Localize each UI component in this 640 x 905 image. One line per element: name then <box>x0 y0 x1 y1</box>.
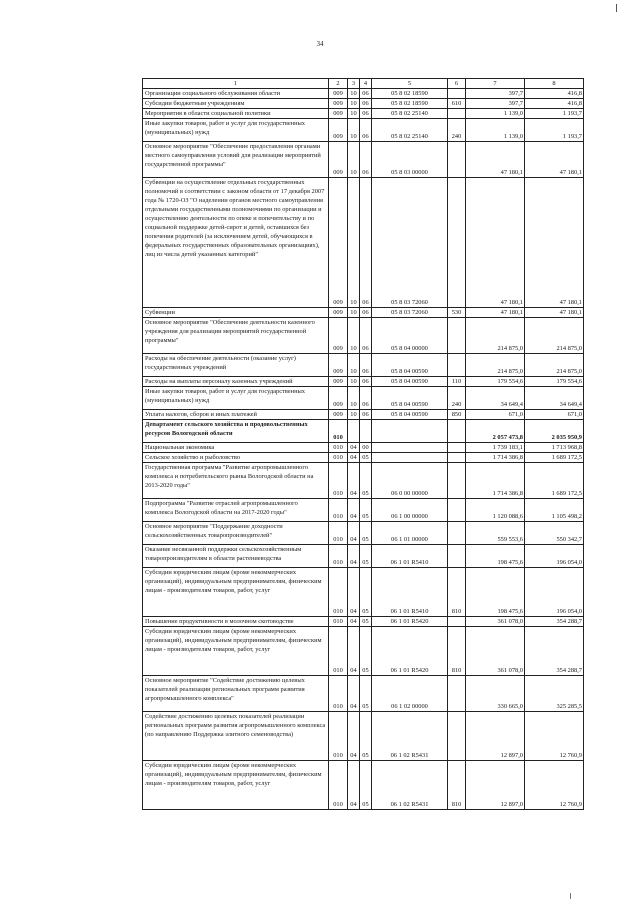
row-name-cell: Основное мероприятие "Обеспечение предоставления органами местного самоуправления условий для реализации мероприятий государственной программы" <box>143 142 329 178</box>
row-name-cell: Субсидии юридическим лицам (кроме некоммерческих организаций), индивидуальным предпринимателям, физическим лицам - производителям товаров, работ, услуг <box>143 761 329 810</box>
grbs-code-cell: 009 <box>329 354 348 377</box>
row-name-cell: Организации социального обслуживания области <box>143 89 329 99</box>
table-row <box>143 627 584 676</box>
target-article-cell: 05 8 04 00590 <box>372 354 448 377</box>
grbs-code-cell: 009 <box>329 142 348 178</box>
grbs-code-cell: 009 <box>329 410 348 420</box>
table-row <box>143 99 584 109</box>
table-row <box>143 420 584 443</box>
target-article-cell: 06 1 01 00000 <box>372 522 448 545</box>
expense-type-cell <box>448 712 466 761</box>
grbs-code-cell: 010 <box>329 627 348 676</box>
target-article-cell: 06 1 01 R5410 <box>372 545 448 568</box>
subsection-code-cell: 05 <box>360 499 372 522</box>
target-article-cell <box>372 420 448 443</box>
grbs-code-cell: 009 <box>329 178 348 308</box>
column-header: 3 <box>348 79 360 89</box>
table-row <box>143 377 584 387</box>
target-article-cell: 06 1 02 R5431 <box>372 712 448 761</box>
row-name-cell: Мероприятия в области социальной политики <box>143 109 329 119</box>
grbs-code-cell: 010 <box>329 676 348 712</box>
row-name-cell: Иные закупки товаров, работ и услуг для государственных (муниципальных) нужд <box>143 387 329 410</box>
subsection-code-cell: 05 <box>360 568 372 617</box>
section-code-cell: 04 <box>348 545 360 568</box>
row-name-cell: Повышение продуктивности в молочном скотоводстве <box>143 617 329 627</box>
amount-2018-cell: 397,7 <box>466 99 525 109</box>
grbs-code-cell: 010 <box>329 453 348 463</box>
expense-type-cell: 810 <box>448 761 466 810</box>
subsection-code-cell: 06 <box>360 89 372 99</box>
table-row <box>143 109 584 119</box>
row-name-cell: Основное мероприятие "Поддержание доходности сельскохозяйственных товаропроизводителей" <box>143 522 329 545</box>
table-header-row <box>143 79 584 89</box>
table-row <box>143 453 584 463</box>
amount-2019-cell: 214 875,0 <box>525 318 584 354</box>
target-article-cell: 05 8 02 25140 <box>372 109 448 119</box>
amount-2019-cell: 1 193,7 <box>525 109 584 119</box>
amount-2019-cell: 416,8 <box>525 89 584 99</box>
subsection-code-cell: 05 <box>360 453 372 463</box>
table-row <box>143 499 584 522</box>
subsection-code-cell: 06 <box>360 109 372 119</box>
expense-type-cell <box>448 420 466 443</box>
expense-type-cell <box>448 676 466 712</box>
amount-2019-cell: 34 649,4 <box>525 387 584 410</box>
table-row <box>143 318 584 354</box>
target-article-cell: 05 8 02 25140 <box>372 119 448 142</box>
grbs-code-cell: 009 <box>329 119 348 142</box>
table-row <box>143 463 584 499</box>
section-code-cell: 10 <box>348 89 360 99</box>
amount-2018-cell: 34 649,4 <box>466 387 525 410</box>
section-code-cell: 10 <box>348 354 360 377</box>
target-article-cell: 05 8 04 00590 <box>372 377 448 387</box>
section-code-cell: 04 <box>348 463 360 499</box>
expense-type-cell <box>448 499 466 522</box>
row-name-cell: Основное мероприятие "Обеспечение деятельности казенного учреждения для реализации мероприятий государственной программы" <box>143 318 329 354</box>
subsection-code-cell <box>360 420 372 443</box>
amount-2019-cell: 179 554,6 <box>525 377 584 387</box>
scan-edge-mark <box>570 893 571 899</box>
amount-2019-cell: 550 342,7 <box>525 522 584 545</box>
section-code-cell: 10 <box>348 99 360 109</box>
subsection-code-cell: 06 <box>360 387 372 410</box>
amount-2019-cell: 1 105 498,2 <box>525 499 584 522</box>
subsection-code-cell: 05 <box>360 676 372 712</box>
section-code-cell: 10 <box>348 410 360 420</box>
subsection-code-cell: 05 <box>360 617 372 627</box>
expense-type-cell <box>448 318 466 354</box>
amount-2019-cell: 1 689 172,5 <box>525 463 584 499</box>
grbs-code-cell: 010 <box>329 568 348 617</box>
section-code-cell: 04 <box>348 712 360 761</box>
amount-2018-cell: 559 553,6 <box>466 522 525 545</box>
section-code-cell <box>348 420 360 443</box>
row-name-cell: Оказание несвязанной поддержки сельскохозяйственным товаропроизводителям в области растениеводства <box>143 545 329 568</box>
section-code-cell: 10 <box>348 387 360 410</box>
grbs-code-cell: 009 <box>329 308 348 318</box>
subsection-code-cell: 06 <box>360 308 372 318</box>
amount-2019-cell: 12 760,9 <box>525 712 584 761</box>
table-row <box>143 545 584 568</box>
amount-2019-cell: 354 288,7 <box>525 617 584 627</box>
grbs-code-cell: 010 <box>329 522 348 545</box>
subsection-code-cell: 06 <box>360 178 372 308</box>
amount-2018-cell: 1 139,0 <box>466 119 525 142</box>
scan-corner-mark <box>616 4 617 12</box>
expense-type-cell <box>448 109 466 119</box>
amount-2018-cell: 1 739 183,1 <box>466 443 525 453</box>
grbs-code-cell: 010 <box>329 463 348 499</box>
column-header: 2 <box>329 79 348 89</box>
target-article-cell: 06 1 01 R5420 <box>372 617 448 627</box>
amount-2018-cell: 1 714 386,8 <box>466 463 525 499</box>
amount-2018-cell: 47 180,1 <box>466 308 525 318</box>
target-article-cell: 05 8 03 72060 <box>372 308 448 318</box>
target-article-cell <box>372 443 448 453</box>
subsection-code-cell: 05 <box>360 761 372 810</box>
row-name-cell: Уплата налогов, сборов и иных платежей <box>143 410 329 420</box>
section-code-cell: 10 <box>348 142 360 178</box>
table-row <box>143 443 584 453</box>
subsection-code-cell: 00 <box>360 443 372 453</box>
row-name-cell: Субсидии юридическим лицам (кроме некоммерческих организаций), индивидуальным предпринимателям, физическим лицам - производителям товаров, работ, услуг <box>143 568 329 617</box>
expense-type-cell: 530 <box>448 308 466 318</box>
table-row <box>143 119 584 142</box>
expense-type-cell: 810 <box>448 568 466 617</box>
section-code-cell: 04 <box>348 568 360 617</box>
target-article-cell: 06 1 01 R5410 <box>372 568 448 617</box>
subsection-code-cell: 06 <box>360 119 372 142</box>
expense-type-cell: 110 <box>448 377 466 387</box>
amount-2018-cell: 330 665,0 <box>466 676 525 712</box>
target-article-cell: 05 8 03 72060 <box>372 178 448 308</box>
table-row <box>143 178 584 308</box>
subsection-code-cell: 05 <box>360 463 372 499</box>
amount-2019-cell: 214 875,0 <box>525 354 584 377</box>
table-row <box>143 142 584 178</box>
expense-type-cell <box>448 89 466 99</box>
column-header: 5 <box>372 79 448 89</box>
amount-2018-cell: 2 057 473,8 <box>466 420 525 443</box>
table-row <box>143 568 584 617</box>
amount-2018-cell: 47 180,1 <box>466 178 525 308</box>
amount-2018-cell: 214 875,0 <box>466 354 525 377</box>
amount-2019-cell: 354 288,7 <box>525 627 584 676</box>
section-code-cell: 04 <box>348 676 360 712</box>
target-article-cell: 06 1 00 00000 <box>372 499 448 522</box>
amount-2018-cell: 361 078,0 <box>466 617 525 627</box>
subsection-code-cell: 06 <box>360 318 372 354</box>
expense-type-cell: 810 <box>448 627 466 676</box>
target-article-cell: 06 1 02 R5431 <box>372 761 448 810</box>
subsection-code-cell: 05 <box>360 545 372 568</box>
grbs-code-cell: 010 <box>329 420 348 443</box>
amount-2018-cell: 12 897,0 <box>466 712 525 761</box>
target-article-cell: 06 1 02 00000 <box>372 676 448 712</box>
amount-2018-cell: 671,0 <box>466 410 525 420</box>
row-name-cell: Субвенции <box>143 308 329 318</box>
amount-2019-cell: 2 035 950,9 <box>525 420 584 443</box>
target-article-cell: 05 8 02 18590 <box>372 89 448 99</box>
expense-type-cell <box>448 142 466 178</box>
target-article-cell: 05 8 02 18590 <box>372 99 448 109</box>
grbs-code-cell: 009 <box>329 387 348 410</box>
amount-2018-cell: 1 714 386,8 <box>466 453 525 463</box>
expense-type-cell <box>448 443 466 453</box>
section-code-cell: 10 <box>348 308 360 318</box>
amount-2019-cell: 1 713 968,8 <box>525 443 584 453</box>
page-number: 34 <box>316 40 324 48</box>
subsection-code-cell: 06 <box>360 142 372 178</box>
expense-type-cell <box>448 453 466 463</box>
row-name-cell: Сельское хозяйство и рыболовство <box>143 453 329 463</box>
amount-2018-cell: 47 180,1 <box>466 142 525 178</box>
target-article-cell: 05 8 03 00000 <box>372 142 448 178</box>
expense-type-cell <box>448 545 466 568</box>
table-row <box>143 617 584 627</box>
amount-2019-cell: 196 054,0 <box>525 545 584 568</box>
row-name-cell: Расходы на обеспечение деятельности (оказание услуг) государственных учреждений <box>143 354 329 377</box>
amount-2019-cell: 1 193,7 <box>525 119 584 142</box>
table-row <box>143 712 584 761</box>
target-article-cell: 06 0 00 00000 <box>372 463 448 499</box>
grbs-code-cell: 009 <box>329 377 348 387</box>
grbs-code-cell: 010 <box>329 761 348 810</box>
target-article-cell: 05 8 04 00590 <box>372 410 448 420</box>
target-article-cell: 05 8 04 00590 <box>372 387 448 410</box>
amount-2019-cell: 325 285,5 <box>525 676 584 712</box>
amount-2018-cell: 214 875,0 <box>466 318 525 354</box>
amount-2019-cell: 671,0 <box>525 410 584 420</box>
section-code-cell: 04 <box>348 443 360 453</box>
row-name-cell: Департамент сельского хозяйства и продовольственных ресурсов Вологодской области <box>143 420 329 443</box>
row-name-cell: Содействие достижению целевых показателей реализации региональных программ развития агропромышленного комплекса (по направлению Поддержка элитного семеноводства) <box>143 712 329 761</box>
grbs-code-cell: 010 <box>329 499 348 522</box>
row-name-cell: Подпрограмма "Развитие отраслей агропромышленного комплекса Вологодской области на 2017-2020 годы" <box>143 499 329 522</box>
subsection-code-cell: 05 <box>360 712 372 761</box>
amount-2018-cell: 1 139,0 <box>466 109 525 119</box>
amount-2018-cell: 397,7 <box>466 89 525 99</box>
table-row <box>143 89 584 99</box>
row-name-cell: Иные закупки товаров, работ и услуг для государственных (муниципальных) нужд <box>143 119 329 142</box>
amount-2019-cell: 12 760,9 <box>525 761 584 810</box>
column-header: 4 <box>360 79 372 89</box>
column-header: 7 <box>466 79 525 89</box>
target-article-cell: 05 8 04 00000 <box>372 318 448 354</box>
grbs-code-cell: 010 <box>329 545 348 568</box>
section-code-cell: 10 <box>348 178 360 308</box>
subsection-code-cell: 05 <box>360 627 372 676</box>
grbs-code-cell: 010 <box>329 712 348 761</box>
section-code-cell: 04 <box>348 761 360 810</box>
section-code-cell: 04 <box>348 499 360 522</box>
amount-2019-cell: 47 180,1 <box>525 178 584 308</box>
section-code-cell: 04 <box>348 453 360 463</box>
amount-2019-cell: 196 054,0 <box>525 568 584 617</box>
expense-type-cell <box>448 463 466 499</box>
expense-type-cell <box>448 617 466 627</box>
row-name-cell: Субсидии юридическим лицам (кроме некоммерческих организаций), индивидуальным предпринимателям, физическим лицам - производителям товаров, работ, услуг <box>143 627 329 676</box>
column-header: 8 <box>525 79 584 89</box>
amount-2019-cell: 416,8 <box>525 99 584 109</box>
section-code-cell: 10 <box>348 119 360 142</box>
subsection-code-cell: 06 <box>360 377 372 387</box>
expense-type-cell <box>448 178 466 308</box>
expense-type-cell <box>448 522 466 545</box>
expense-type-cell <box>448 354 466 377</box>
row-name-cell: Национальная экономика <box>143 443 329 453</box>
subsection-code-cell: 06 <box>360 99 372 109</box>
table-row <box>143 308 584 318</box>
grbs-code-cell: 009 <box>329 318 348 354</box>
table-body <box>143 79 584 810</box>
grbs-code-cell: 010 <box>329 617 348 627</box>
row-name-cell: Государственная программа "Развитие агропромышленного комплекса и потребительского рынка Вологодской области на 2013-2020 годы" <box>143 463 329 499</box>
amount-2019-cell: 1 689 172,5 <box>525 453 584 463</box>
grbs-code-cell: 010 <box>329 443 348 453</box>
subsection-code-cell: 05 <box>360 522 372 545</box>
expense-type-cell: 240 <box>448 387 466 410</box>
amount-2018-cell: 179 554,6 <box>466 377 525 387</box>
budget-table <box>142 78 584 810</box>
amount-2018-cell: 1 120 088,6 <box>466 499 525 522</box>
table-row <box>143 410 584 420</box>
amount-2018-cell: 361 078,0 <box>466 627 525 676</box>
subsection-code-cell: 06 <box>360 354 372 377</box>
table-row <box>143 354 584 377</box>
amount-2018-cell: 12 897,0 <box>466 761 525 810</box>
amount-2019-cell: 47 180,1 <box>525 142 584 178</box>
target-article-cell <box>372 453 448 463</box>
section-code-cell: 10 <box>348 109 360 119</box>
amount-2019-cell: 47 180,1 <box>525 308 584 318</box>
section-code-cell: 10 <box>348 377 360 387</box>
row-name-cell: Субвенции на осуществление отдельных государственных полномочий в соответствии с законом области от 17 декабря 2007 года № 1720-ОЗ "О наделении органов местного самоуправления отдельными государственными полномочиями по организации и осуществлению деятельности по опеке и попечительству и по социальной поддержке детей-сирот и детей, оставшихся без попечения родителей (за исключением детей, обучающихся в федеральных государственных образовательных организациях), лиц из числа детей указанных категорий" <box>143 178 329 308</box>
target-article-cell: 06 1 01 R5420 <box>372 627 448 676</box>
grbs-code-cell: 009 <box>329 89 348 99</box>
subsection-code-cell: 06 <box>360 410 372 420</box>
expense-type-cell: 610 <box>448 99 466 109</box>
grbs-code-cell: 009 <box>329 99 348 109</box>
expense-type-cell: 850 <box>448 410 466 420</box>
expense-type-cell: 240 <box>448 119 466 142</box>
section-code-cell: 04 <box>348 522 360 545</box>
row-name-cell: Основное мероприятие "Содействие достижению целевых показателей реализации региональных программ развития агропромышленного комплекса" <box>143 676 329 712</box>
grbs-code-cell: 009 <box>329 109 348 119</box>
column-header: 6 <box>448 79 466 89</box>
section-code-cell: 10 <box>348 318 360 354</box>
row-name-cell: Расходы на выплаты персоналу казенных учреждений <box>143 377 329 387</box>
section-code-cell: 04 <box>348 617 360 627</box>
amount-2018-cell: 198 475,6 <box>466 568 525 617</box>
table-row <box>143 387 584 410</box>
row-name-cell: Субсидии бюджетным учреждениям <box>143 99 329 109</box>
table-row <box>143 522 584 545</box>
amount-2018-cell: 198 475,6 <box>466 545 525 568</box>
section-code-cell: 04 <box>348 627 360 676</box>
table-row <box>143 676 584 712</box>
column-header: 1 <box>143 79 329 89</box>
table-row <box>143 761 584 810</box>
